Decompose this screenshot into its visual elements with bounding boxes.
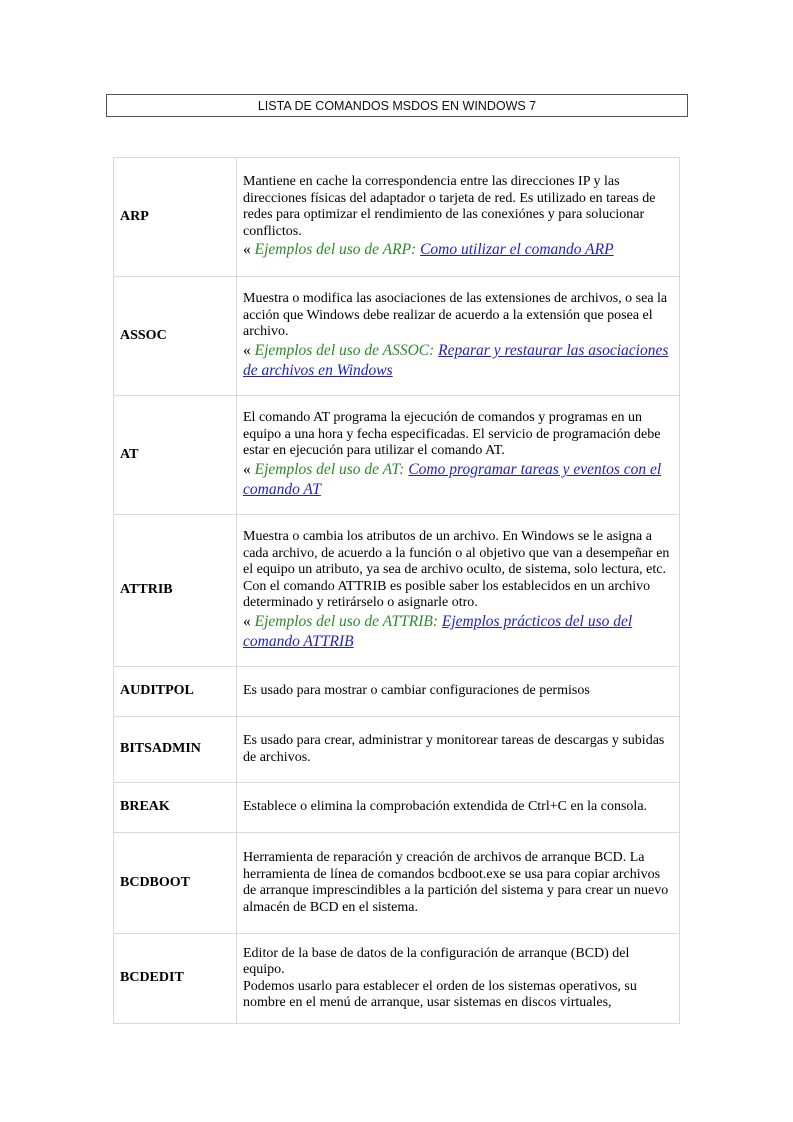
example-link[interactable]: Reparar y restaurar las asociaciones de archivos en Windows — [243, 341, 669, 379]
command-description-continued: Podemos usarlo para establecer el orden de los sistemas operativos, su nombre en el menú de arranque, usar sistemas en discos virtuales, — [243, 978, 637, 1010]
command-description-cell — [237, 158, 680, 277]
command-description: Editor de la base de datos de la configuración de arranque (BCD) del equipo. — [243, 945, 630, 977]
example-prefix: Ejemplos del uso de ATTRIB: — [254, 612, 442, 630]
example-link[interactable]: Ejemplos prácticos del uso del comando ATTRIB — [243, 612, 633, 650]
example-quote: « — [243, 612, 255, 630]
command-description: Es usado para crear, administrar y monitorear tareas de descargas y subidas de archivos. — [237, 717, 680, 783]
example-quote: « — [243, 460, 255, 478]
example-prefix: Ejemplos del uso de ARP: — [254, 241, 421, 258]
command-description-cell — [237, 277, 680, 396]
table-row — [114, 783, 680, 833]
command-name: BCDBOOT — [114, 833, 237, 934]
command-description: Establece o elimina la comprobación extendida de Ctrl+C en la consola. — [237, 783, 680, 833]
example-prefix: Ejemplos del uso de AT: — [254, 460, 409, 478]
command-name: AT — [114, 396, 237, 515]
command-name: ASSOC — [114, 277, 237, 396]
table-row — [114, 667, 680, 717]
command-description-cell — [237, 515, 680, 667]
commands-table — [113, 157, 680, 1024]
table-row — [114, 934, 680, 1024]
command-description: Es usado para mostrar o cambiar configuraciones de permisos — [237, 667, 680, 717]
command-description: Herramienta de reparación y creación de archivos de arranque BCD. La herramienta de línea de comandos bcdboot.exe se usa para copiar archivos de arranque imprescindibles a la partición del sistema y para crear un nuevo almacén de BCD en el sistema. — [237, 833, 680, 934]
example-quote: « — [243, 241, 255, 258]
example-line — [243, 460, 673, 500]
table-row — [114, 717, 680, 783]
document-title: LISTA DE COMANDOS MSDOS EN WINDOWS 7 — [106, 94, 688, 117]
example-link[interactable]: Como utilizar el comando ARP — [420, 241, 614, 258]
command-description: El comando AT programa la ejecución de comandos y programas en un equipo a una hora y fecha especificadas. El servicio de programación debe estar en ejecución para utilizar el comando AT. — [243, 410, 661, 459]
command-name: BREAK — [114, 783, 237, 833]
command-name: ATTRIB — [114, 515, 237, 667]
table-row — [114, 396, 680, 515]
example-prefix: Ejemplos del uso de ASSOC: — [254, 341, 439, 359]
example-line — [243, 240, 673, 260]
command-name: ARP — [114, 158, 237, 277]
command-description: Mantiene en cache la correspondencia entre las direcciones IP y las direcciones físicas del adaptador o tarjeta de red. Es utilizado en tareas de redes para optimizar el rendimiento de las conexiónes y para solucionar conflictos. — [243, 174, 656, 239]
command-name: BCDEDIT — [114, 934, 237, 1024]
example-quote: « — [243, 341, 255, 359]
table-row — [114, 515, 680, 667]
command-description-cell — [237, 934, 680, 1024]
table-row — [114, 277, 680, 396]
command-name: BITSADMIN — [114, 717, 237, 783]
command-description-cell — [237, 396, 680, 515]
table-row — [114, 158, 680, 277]
command-description: Muestra o modifica las asociaciones de las extensiones de archivos, o sea la acción que Windows debe realizar de acuerdo a la extensión que posea el archivo. — [243, 291, 668, 340]
example-line — [243, 612, 673, 652]
example-line — [243, 341, 673, 381]
table-row — [114, 833, 680, 934]
example-link[interactable]: Como programar tareas y eventos con el comando AT — [243, 460, 662, 498]
command-description: Muestra o cambia los atributos de un archivo. En Windows se le asigna a cada archivo, de acuerdo a la función o al objetivo que van a desempeñar en el equipo un atributo, ya sea de archivo oculto, de sistema, solo lectura, etc. Con el comando ATTRIB es posible saber los establecidos en un archivo determinado y retirárselo o asignarle otro. — [243, 529, 670, 611]
command-name: AUDITPOL — [114, 667, 237, 717]
